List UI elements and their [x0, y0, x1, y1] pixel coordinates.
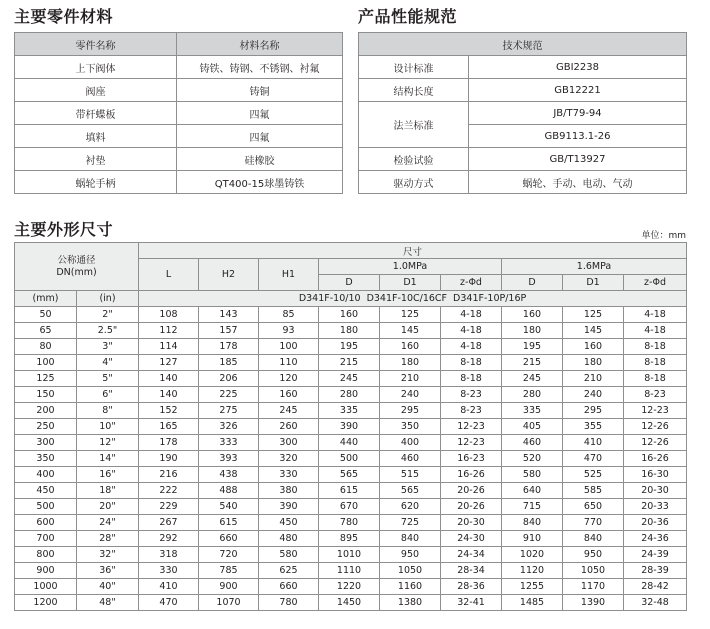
dim-D1-p1: 515 — [380, 467, 441, 483]
dim-H2: 206 — [199, 371, 259, 387]
dim-D-p1: 440 — [319, 435, 380, 451]
dn-in: 36" — [77, 563, 139, 579]
dim-D-p1: 245 — [319, 371, 380, 387]
dim-D1-p1: 240 — [380, 387, 441, 403]
dim-L: 318 — [139, 547, 199, 563]
dim-D-p2: 1020 — [502, 547, 563, 563]
dn-mm: 900 — [15, 563, 77, 579]
dim-D1-p1: 145 — [380, 323, 441, 339]
dn-mm: 65 — [15, 323, 77, 339]
dim-H2: 143 — [199, 307, 259, 323]
dim-zd-p2: 12-23 — [624, 403, 687, 419]
dim-D-p2: 910 — [502, 531, 563, 547]
spec-label: 法兰标准 — [359, 102, 469, 148]
dim-D-p2: 1255 — [502, 579, 563, 595]
dims-row — [15, 387, 687, 403]
dim-H1: 100 — [259, 339, 319, 355]
dim-zd-p2: 28-42 — [624, 579, 687, 595]
dn-mm: 100 — [15, 355, 77, 371]
dim-D1-p2: 410 — [563, 435, 624, 451]
dim-H2: 225 — [199, 387, 259, 403]
dim-D-p1: 1010 — [319, 547, 380, 563]
part-name: 填料 — [15, 125, 177, 148]
spec-value: GB/T13927 — [469, 148, 687, 171]
dim-D-p2: 280 — [502, 387, 563, 403]
dim-zd-p1: 24-34 — [441, 547, 502, 563]
dim-zd-p2: 8-23 — [624, 387, 687, 403]
dims-row — [15, 355, 687, 371]
dim-L: 152 — [139, 403, 199, 419]
dim-D1-p1: 1050 — [380, 563, 441, 579]
dims-row — [15, 563, 687, 579]
dim-zd-p1: 32-41 — [441, 595, 502, 611]
parts-table — [14, 32, 343, 194]
dim-H1: 450 — [259, 515, 319, 531]
dim-D-p1: 500 — [319, 451, 380, 467]
parts-row — [15, 125, 343, 148]
dn-in: 4" — [77, 355, 139, 371]
dim-H1: 110 — [259, 355, 319, 371]
dim-L: 330 — [139, 563, 199, 579]
dim-L: 292 — [139, 531, 199, 547]
dim-D1-p1: 840 — [380, 531, 441, 547]
dim-zd-p2: 20-33 — [624, 499, 687, 515]
dn-mm: 200 — [15, 403, 77, 419]
dim-D-p1: 180 — [319, 323, 380, 339]
dim-L: 114 — [139, 339, 199, 355]
dn-mm: 125 — [15, 371, 77, 387]
dim-D1-p1: 950 — [380, 547, 441, 563]
dn-label-1: 公称通径 — [57, 254, 96, 266]
dim-H2: 1070 — [199, 595, 259, 611]
dim-H2: 393 — [199, 451, 259, 467]
dim-zd-p1: 16-23 — [441, 451, 502, 467]
dim-zd-p1: 20-26 — [441, 499, 502, 515]
dim-zd-p2: 28-39 — [624, 563, 687, 579]
dn-in: 6" — [77, 387, 139, 403]
dim-D-p1: 390 — [319, 419, 380, 435]
dim-H1: 330 — [259, 467, 319, 483]
dimensions-heading: 主要外形尺寸 — [14, 220, 114, 239]
dim-D-p2: 460 — [502, 435, 563, 451]
dim-H1: 390 — [259, 499, 319, 515]
col-H2: H2 — [199, 259, 259, 291]
dim-H1: 625 — [259, 563, 319, 579]
dim-D1-p1: 725 — [380, 515, 441, 531]
dim-H2: 438 — [199, 467, 259, 483]
parts-row — [15, 56, 343, 79]
dim-D-p1: 335 — [319, 403, 380, 419]
dims-row — [15, 419, 687, 435]
dim-D1-p2: 180 — [563, 355, 624, 371]
dim-L: 108 — [139, 307, 199, 323]
dim-H2: 185 — [199, 355, 259, 371]
dim-zd-p1: 8-23 — [441, 403, 502, 419]
material-name: 四氟 — [177, 125, 343, 148]
dim-zd-p2: 8-18 — [624, 371, 687, 387]
material-name: QT400-15球墨铸铁 — [177, 171, 343, 194]
col-tech-spec: 技术规范 — [359, 33, 687, 56]
dim-D-p2: 180 — [502, 323, 563, 339]
dim-D1-p1: 1380 — [380, 595, 441, 611]
dn-label-2: DN(mm) — [56, 266, 97, 278]
dims-row — [15, 403, 687, 419]
dim-D-p1: 1450 — [319, 595, 380, 611]
dim-D1-p2: 125 — [563, 307, 624, 323]
dim-D1-p2: 295 — [563, 403, 624, 419]
dn-mm: 400 — [15, 467, 77, 483]
part-name: 衬垫 — [15, 148, 177, 171]
performance-row — [359, 56, 687, 79]
material-name: 四氟 — [177, 102, 343, 125]
dim-D1-p2: 840 — [563, 531, 624, 547]
dim-zd-p2: 12-26 — [624, 435, 687, 451]
spec-value: GB12221 — [469, 79, 687, 102]
dim-D1-p1: 400 — [380, 435, 441, 451]
dn-mm: 150 — [15, 387, 77, 403]
dims-row — [15, 515, 687, 531]
dim-D1-p2: 160 — [563, 339, 624, 355]
dim-L: 216 — [139, 467, 199, 483]
dn-mm: 80 — [15, 339, 77, 355]
dim-D1-p2: 525 — [563, 467, 624, 483]
dim-H2: 178 — [199, 339, 259, 355]
dim-H2: 326 — [199, 419, 259, 435]
dim-D-p2: 245 — [502, 371, 563, 387]
parts-row — [15, 102, 343, 125]
dims-row — [15, 595, 687, 611]
dim-H2: 157 — [199, 323, 259, 339]
dim-L: 112 — [139, 323, 199, 339]
col-zd-p2: z-Φd — [624, 275, 687, 291]
dim-zd-p1: 16-26 — [441, 467, 502, 483]
dim-D-p1: 615 — [319, 483, 380, 499]
unit-in: (in) — [77, 291, 139, 307]
dim-zd-p1: 24-30 — [441, 531, 502, 547]
dims-row — [15, 371, 687, 387]
dn-in: 3" — [77, 339, 139, 355]
dim-H1: 480 — [259, 531, 319, 547]
dim-H1: 85 — [259, 307, 319, 323]
spec-value: GBI2238 — [469, 56, 687, 79]
dim-D-p2: 215 — [502, 355, 563, 371]
dim-D-p1: 195 — [319, 339, 380, 355]
dn-in: 20" — [77, 499, 139, 515]
dim-D-p1: 280 — [319, 387, 380, 403]
dim-zd-p2: 16-26 — [624, 451, 687, 467]
part-name: 阀座 — [15, 79, 177, 102]
dim-D1-p2: 145 — [563, 323, 624, 339]
dim-zd-p1: 4-18 — [441, 307, 502, 323]
dim-H1: 160 — [259, 387, 319, 403]
dim-zd-p1: 28-36 — [441, 579, 502, 595]
performance-table — [358, 32, 687, 194]
dn-in: 10" — [77, 419, 139, 435]
performance-row — [359, 148, 687, 171]
dim-D-p2: 580 — [502, 467, 563, 483]
spec-label: 驱动方式 — [359, 171, 469, 194]
dim-zd-p2: 16-30 — [624, 467, 687, 483]
dim-D-p1: 670 — [319, 499, 380, 515]
dim-D1-p2: 210 — [563, 371, 624, 387]
col-L: L — [139, 259, 199, 291]
col-zd-p1: z-Φd — [441, 275, 502, 291]
dim-D-p1: 895 — [319, 531, 380, 547]
dim-D1-p1: 620 — [380, 499, 441, 515]
spec-value: 蜗轮、手动、电动、气动 — [469, 171, 687, 194]
material-name: 铸铜 — [177, 79, 343, 102]
dim-zd-p1: 8-18 — [441, 355, 502, 371]
dims-row — [15, 307, 687, 323]
dim-L: 140 — [139, 371, 199, 387]
dim-D-p2: 1485 — [502, 595, 563, 611]
dn-mm: 50 — [15, 307, 77, 323]
dn-in: 12" — [77, 435, 139, 451]
dn-in: 8" — [77, 403, 139, 419]
dim-zd-p1: 4-18 — [441, 323, 502, 339]
dn-in: 28" — [77, 531, 139, 547]
dim-D-p2: 195 — [502, 339, 563, 355]
dim-H1: 660 — [259, 579, 319, 595]
dims-header-row-4 — [15, 291, 687, 307]
dn-in: 5" — [77, 371, 139, 387]
part-name: 蜗轮手柄 — [15, 171, 177, 194]
dim-H1: 780 — [259, 595, 319, 611]
dim-D1-p2: 1390 — [563, 595, 624, 611]
dim-D-p2: 160 — [502, 307, 563, 323]
dim-zd-p1: 8-23 — [441, 387, 502, 403]
dim-D1-p1: 350 — [380, 419, 441, 435]
dim-D1-p2: 240 — [563, 387, 624, 403]
dim-zd-p1: 12-23 — [441, 419, 502, 435]
dim-L: 470 — [139, 595, 199, 611]
dn-mm: 700 — [15, 531, 77, 547]
dim-H1: 320 — [259, 451, 319, 467]
dims-row — [15, 323, 687, 339]
dims-row — [15, 579, 687, 595]
dim-D1-p2: 355 — [563, 419, 624, 435]
dim-D1-p2: 650 — [563, 499, 624, 515]
pressure-1-header: 1.0MPa — [319, 259, 502, 275]
dim-zd-p1: 4-18 — [441, 339, 502, 355]
dn-in: 32" — [77, 547, 139, 563]
dn-in: 24" — [77, 515, 139, 531]
unit-label: 单位：mm — [641, 231, 686, 241]
size-header: 尺寸 — [139, 243, 687, 259]
dim-H2: 900 — [199, 579, 259, 595]
parts-row — [15, 171, 343, 194]
dim-H1: 380 — [259, 483, 319, 499]
dim-zd-p2: 32-48 — [624, 595, 687, 611]
dim-H2: 785 — [199, 563, 259, 579]
dim-H2: 615 — [199, 515, 259, 531]
performance-row — [359, 171, 687, 194]
dim-D1-p2: 770 — [563, 515, 624, 531]
dims-row — [15, 451, 687, 467]
dim-H1: 93 — [259, 323, 319, 339]
dn-mm: 350 — [15, 451, 77, 467]
dn-mm: 800 — [15, 547, 77, 563]
dim-zd-p2: 20-30 — [624, 483, 687, 499]
dim-D1-p1: 460 — [380, 451, 441, 467]
part-name: 带杆蝶板 — [15, 102, 177, 125]
dim-D-p1: 160 — [319, 307, 380, 323]
dims-row — [15, 435, 687, 451]
dims-row — [15, 339, 687, 355]
parts-heading: 主要零件材料 — [14, 7, 114, 26]
model-list: D341F-10/10 D341F-10C/16CF D341F-10P/16P — [139, 291, 687, 307]
col-part-name: 零件名称 — [15, 33, 177, 56]
dims-header-row-1 — [15, 243, 687, 259]
col-D1-p2: D1 — [563, 275, 624, 291]
dim-H1: 580 — [259, 547, 319, 563]
parts-row — [15, 148, 343, 171]
dim-zd-p1: 8-18 — [441, 371, 502, 387]
dim-L: 190 — [139, 451, 199, 467]
dim-D1-p2: 585 — [563, 483, 624, 499]
dim-L: 222 — [139, 483, 199, 499]
dim-L: 410 — [139, 579, 199, 595]
dim-L: 165 — [139, 419, 199, 435]
dim-H1: 300 — [259, 435, 319, 451]
dim-H1: 260 — [259, 419, 319, 435]
dim-D1-p1: 1160 — [380, 579, 441, 595]
dims-row — [15, 483, 687, 499]
dim-D1-p1: 125 — [380, 307, 441, 323]
dim-D-p2: 640 — [502, 483, 563, 499]
dim-H2: 660 — [199, 531, 259, 547]
dim-D-p2: 520 — [502, 451, 563, 467]
dim-D-p1: 215 — [319, 355, 380, 371]
performance-row — [359, 102, 687, 125]
dim-zd-p1: 20-30 — [441, 515, 502, 531]
dim-L: 229 — [139, 499, 199, 515]
dim-D-p1: 1110 — [319, 563, 380, 579]
dim-D1-p2: 470 — [563, 451, 624, 467]
spec-value: JB/T79-94 — [469, 102, 687, 125]
part-name: 上下阀体 — [15, 56, 177, 79]
dim-zd-p2: 8-18 — [624, 355, 687, 371]
dn-header — [15, 243, 139, 291]
dim-D-p2: 335 — [502, 403, 563, 419]
col-D-p2: D — [502, 275, 563, 291]
dim-zd-p2: 20-36 — [624, 515, 687, 531]
dim-zd-p2: 24-36 — [624, 531, 687, 547]
dim-zd-p2: 24-39 — [624, 547, 687, 563]
dim-L: 127 — [139, 355, 199, 371]
dim-L: 267 — [139, 515, 199, 531]
dn-mm: 1000 — [15, 579, 77, 595]
col-D1-p1: D1 — [380, 275, 441, 291]
dim-H1: 120 — [259, 371, 319, 387]
dim-D1-p1: 565 — [380, 483, 441, 499]
dim-H2: 488 — [199, 483, 259, 499]
dim-D1-p1: 160 — [380, 339, 441, 355]
dims-row — [15, 467, 687, 483]
dim-D1-p2: 1170 — [563, 579, 624, 595]
dim-zd-p2: 4-18 — [624, 323, 687, 339]
material-name: 硅橡胶 — [177, 148, 343, 171]
dim-H2: 275 — [199, 403, 259, 419]
spec-value: GB9113.1-26 — [469, 125, 687, 148]
dn-in: 18" — [77, 483, 139, 499]
dims-row — [15, 499, 687, 515]
dn-in: 14" — [77, 451, 139, 467]
dim-zd-p1: 20-26 — [441, 483, 502, 499]
dim-D-p2: 715 — [502, 499, 563, 515]
dn-in: 16" — [77, 467, 139, 483]
dim-zd-p2: 12-26 — [624, 419, 687, 435]
dn-in: 2.5" — [77, 323, 139, 339]
col-material-name: 材料名称 — [177, 33, 343, 56]
dn-mm: 600 — [15, 515, 77, 531]
dim-D1-p1: 180 — [380, 355, 441, 371]
col-D-p1: D — [319, 275, 380, 291]
dn-mm: 300 — [15, 435, 77, 451]
performance-row — [359, 79, 687, 102]
dim-L: 178 — [139, 435, 199, 451]
dn-mm: 1200 — [15, 595, 77, 611]
dim-H2: 720 — [199, 547, 259, 563]
dim-zd-p1: 12-23 — [441, 435, 502, 451]
unit-mm: (mm) — [15, 291, 77, 307]
dn-mm: 450 — [15, 483, 77, 499]
parts-header-row — [15, 33, 343, 56]
dimensions-table — [14, 242, 687, 611]
performance-heading: 产品性能规范 — [358, 7, 458, 26]
dim-D1-p2: 950 — [563, 547, 624, 563]
spec-label: 设计标准 — [359, 56, 469, 79]
dim-D-p1: 780 — [319, 515, 380, 531]
dim-D-p2: 840 — [502, 515, 563, 531]
spec-label: 结构长度 — [359, 79, 469, 102]
dn-in: 48" — [77, 595, 139, 611]
dim-H1: 245 — [259, 403, 319, 419]
dn-mm: 500 — [15, 499, 77, 515]
pressure-2-header: 1.6MPa — [502, 259, 687, 275]
dim-zd-p2: 4-18 — [624, 307, 687, 323]
performance-header-row — [359, 33, 687, 56]
dim-L: 140 — [139, 387, 199, 403]
dim-D1-p1: 295 — [380, 403, 441, 419]
dim-D-p2: 405 — [502, 419, 563, 435]
dim-D-p1: 565 — [319, 467, 380, 483]
dim-H2: 540 — [199, 499, 259, 515]
dim-zd-p2: 8-18 — [624, 339, 687, 355]
col-H1: H1 — [259, 259, 319, 291]
dim-D1-p1: 210 — [380, 371, 441, 387]
dim-D-p2: 1120 — [502, 563, 563, 579]
spec-label: 检验试验 — [359, 148, 469, 171]
parts-row — [15, 79, 343, 102]
dim-H2: 333 — [199, 435, 259, 451]
dim-D-p1: 1220 — [319, 579, 380, 595]
dn-in: 40" — [77, 579, 139, 595]
dims-row — [15, 531, 687, 547]
dim-zd-p1: 28-34 — [441, 563, 502, 579]
dims-row — [15, 547, 687, 563]
dim-D1-p2: 1050 — [563, 563, 624, 579]
material-name: 铸铁、铸钢、不锈钢、衬氟 — [177, 56, 343, 79]
dn-in: 2" — [77, 307, 139, 323]
dn-mm: 250 — [15, 419, 77, 435]
